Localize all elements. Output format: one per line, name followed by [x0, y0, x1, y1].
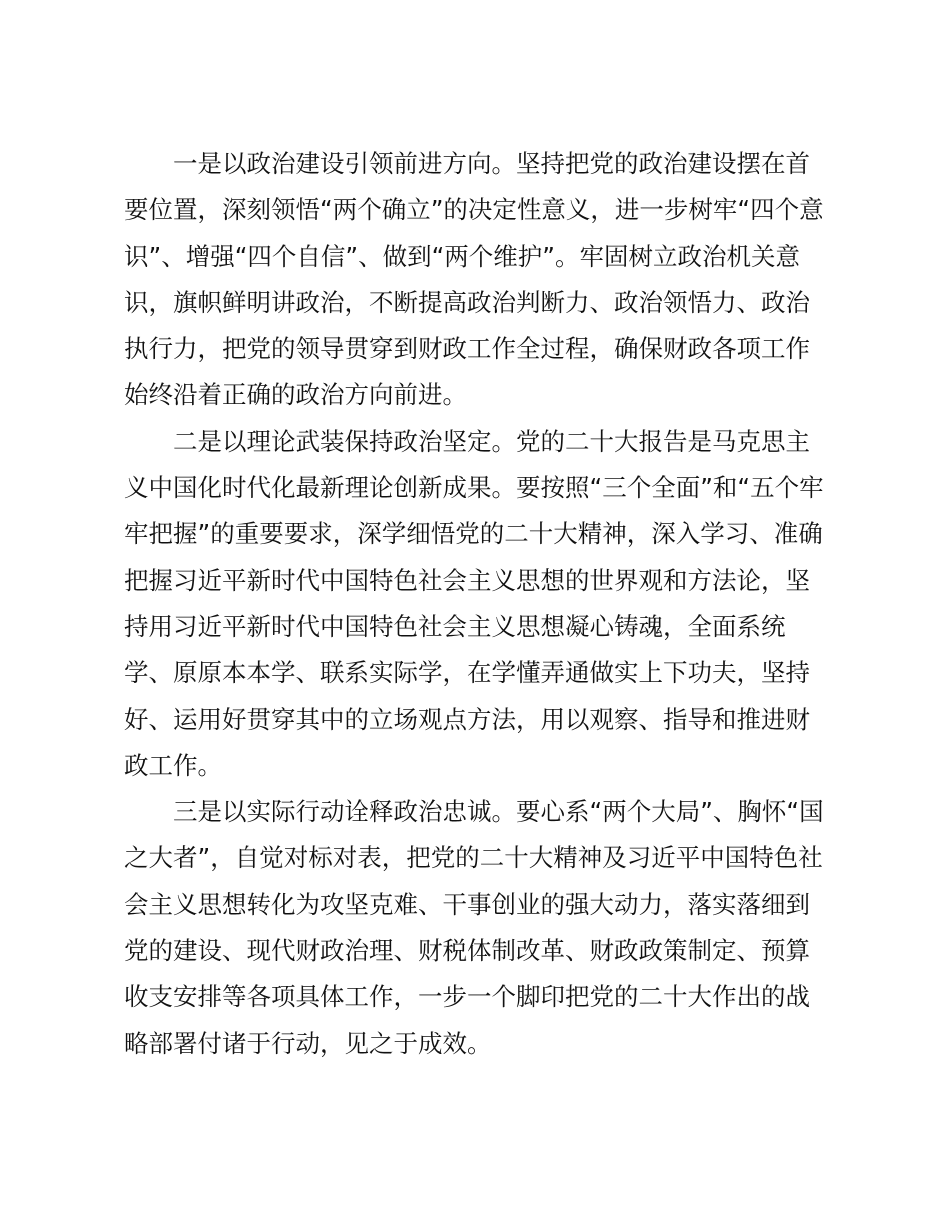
paragraph-line: 一是以政治建设引领前进方向。坚持把党的政治建设摆在首	[173, 149, 810, 178]
paragraph-line: 把握习近平新时代中国特色社会主义思想的世界观和方法论，坚	[124, 565, 810, 595]
paragraph-line: 牢把握”的重要要求，深学细悟党的二十大精神，深入学习、准确	[124, 519, 823, 549]
paragraph-line: 收支安排等各项具体工作，一步一个脚印把党的二十大作出的战	[124, 982, 810, 1012]
paragraph-2	[124, 419, 836, 789]
paragraph-line: 好、运用好贯穿其中的立场观点方法，用以观察、指导和推进财	[124, 704, 810, 734]
paragraph-line: 持用习近平新时代中国特色社会主义思想凝心铸魂，全面系统	[124, 611, 786, 641]
paragraph-3	[124, 789, 836, 1067]
paragraph-line: 党的建设、现代财政治理、财税体制改革、财政政策制定、预算	[124, 936, 810, 966]
paragraph-line: 政工作。	[124, 750, 222, 780]
paragraph-line: 识，旗帜鲜明讲政治，不断提高政治判断力、政治领悟力、政治	[124, 287, 810, 317]
paragraph-line: 会主义思想转化为攻坚克难、干事创业的强大动力，落实落细到	[124, 889, 810, 919]
paragraph-line: 要位置，深刻领悟“两个确立”的决定性意义，进一步树牢“四个意	[124, 195, 824, 225]
paragraph-line: 二是以理论武装保持政治坚定。党的二十大报告是马克思主	[173, 426, 810, 456]
paragraph-line: 执行力，把党的领导贯穿到财政工作全过程，确保财政各项工作	[124, 334, 810, 364]
paragraph-line: 三是以实际行动诠释政治忠诚。要心系“两个大局”、胸怀“国	[173, 797, 824, 827]
paragraph-line: 识”、增强“四个自信”、做到“两个维护”。牢固树立政治机关意	[124, 241, 800, 271]
paragraph-line: 略部署付诸于行动，见之于成效。	[124, 1028, 492, 1058]
paragraph-line: 义中国化时代化最新理论创新成果。要按照“三个全面”和“五个牢	[124, 473, 824, 503]
paragraph-line: 始终沿着正确的政治方向前进。	[124, 380, 467, 410]
document-body	[124, 141, 836, 1067]
paragraph-line: 学、原原本本学、联系实际学，在学懂弄通做实上下功夫，坚持	[124, 658, 810, 688]
paragraph-1	[124, 141, 836, 419]
paragraph-line: 之大者”，自觉对标对表，把党的二十大精神及习近平中国特色社	[124, 843, 823, 873]
